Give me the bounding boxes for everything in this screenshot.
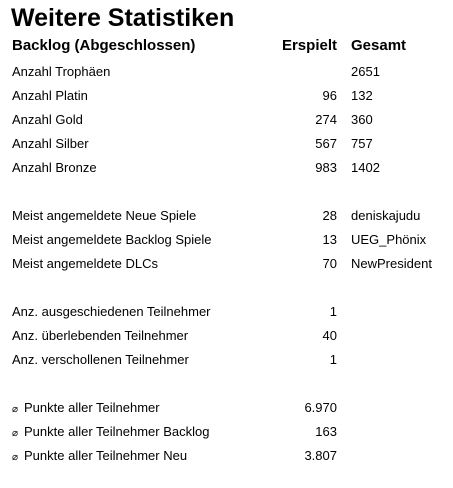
row-label-text: Meist angemeldete Backlog Spiele — [12, 232, 212, 247]
row-label — [12, 87, 88, 105]
row-total-value: 2651 — [351, 64, 380, 79]
header-label: Backlog (Abgeschlossen) — [12, 37, 196, 54]
row-total-value: deniskajudu — [351, 208, 421, 223]
row-played-value: 1 — [329, 352, 337, 367]
row-label-text: Anzahl Trophäen — [12, 64, 111, 79]
row-label-text: Anz. ausgeschiedenen Teilnehmer — [12, 304, 211, 319]
row-label-text: Anz. verschollenen Teilnehmer — [12, 352, 189, 367]
row-label — [12, 399, 160, 419]
row-label-text: Anz. überlebenden Teilnehmer — [12, 328, 189, 343]
row-label-text: Anzahl Gold — [12, 112, 83, 127]
row-label — [12, 327, 188, 345]
row-label-text: Punkte aller Teilnehmer Neu — [24, 448, 188, 463]
row-played-value: 3.807 — [304, 448, 337, 463]
average-icon: ⌀ — [12, 452, 19, 463]
table-row — [0, 255, 453, 273]
table-row — [0, 351, 453, 369]
row-played-value: 13 — [322, 232, 337, 247]
row-played-value: 163 — [315, 424, 337, 439]
row-label — [12, 303, 211, 321]
table-row — [0, 63, 453, 81]
page-title: Weitere Statistiken — [11, 4, 235, 32]
table-row — [0, 111, 453, 129]
row-label — [12, 159, 97, 177]
row-label-text: Meist angemeldete DLCs — [12, 256, 158, 271]
row-label-text: Punkte aller Teilnehmer — [24, 400, 160, 415]
row-label-text: Anzahl Platin — [12, 88, 88, 103]
table-row — [0, 159, 453, 177]
row-played-value: 40 — [322, 328, 337, 343]
row-total-value: NewPresident — [351, 256, 432, 271]
row-label — [12, 447, 187, 467]
row-label — [12, 351, 189, 369]
table-row — [0, 231, 453, 249]
row-label-text: Meist angemeldete Neue Spiele — [12, 208, 197, 223]
table-row — [0, 303, 453, 321]
average-icon: ⌀ — [12, 404, 19, 415]
table-row — [0, 207, 453, 225]
row-label-text: Anzahl Bronze — [12, 160, 97, 175]
row-total-value: 757 — [351, 136, 373, 151]
row-label — [12, 231, 211, 249]
row-played-value: 6.970 — [304, 400, 337, 415]
row-label-text: Punkte aller Teilnehmer Backlog — [24, 424, 210, 439]
row-played-value: 567 — [315, 136, 337, 151]
average-icon: ⌀ — [12, 428, 19, 439]
row-label — [12, 111, 83, 129]
table-row — [0, 423, 453, 441]
table-row — [0, 135, 453, 153]
row-played-value: 1 — [329, 304, 337, 319]
table-row — [0, 327, 453, 345]
header-total: Gesamt — [351, 37, 407, 54]
row-total-value: 1402 — [351, 160, 380, 175]
row-played-value: 28 — [322, 208, 337, 223]
row-label — [12, 255, 158, 273]
row-label — [12, 423, 209, 443]
table-row — [0, 447, 453, 465]
row-played-value: 70 — [322, 256, 337, 271]
row-played-value: 96 — [322, 88, 337, 103]
row-total-value: UEG_Phönix — [351, 232, 427, 247]
table-row — [0, 399, 453, 417]
row-played-value: 274 — [315, 112, 337, 127]
row-total-value: 360 — [351, 112, 373, 127]
row-label — [12, 135, 89, 153]
row-played-value: 983 — [315, 160, 337, 175]
header-played: Erspielt — [281, 37, 337, 54]
row-total-value: 132 — [351, 88, 373, 103]
row-label — [12, 63, 110, 81]
row-label-text: Anzahl Silber — [12, 136, 89, 151]
table-row — [0, 87, 453, 105]
row-label — [12, 207, 196, 225]
